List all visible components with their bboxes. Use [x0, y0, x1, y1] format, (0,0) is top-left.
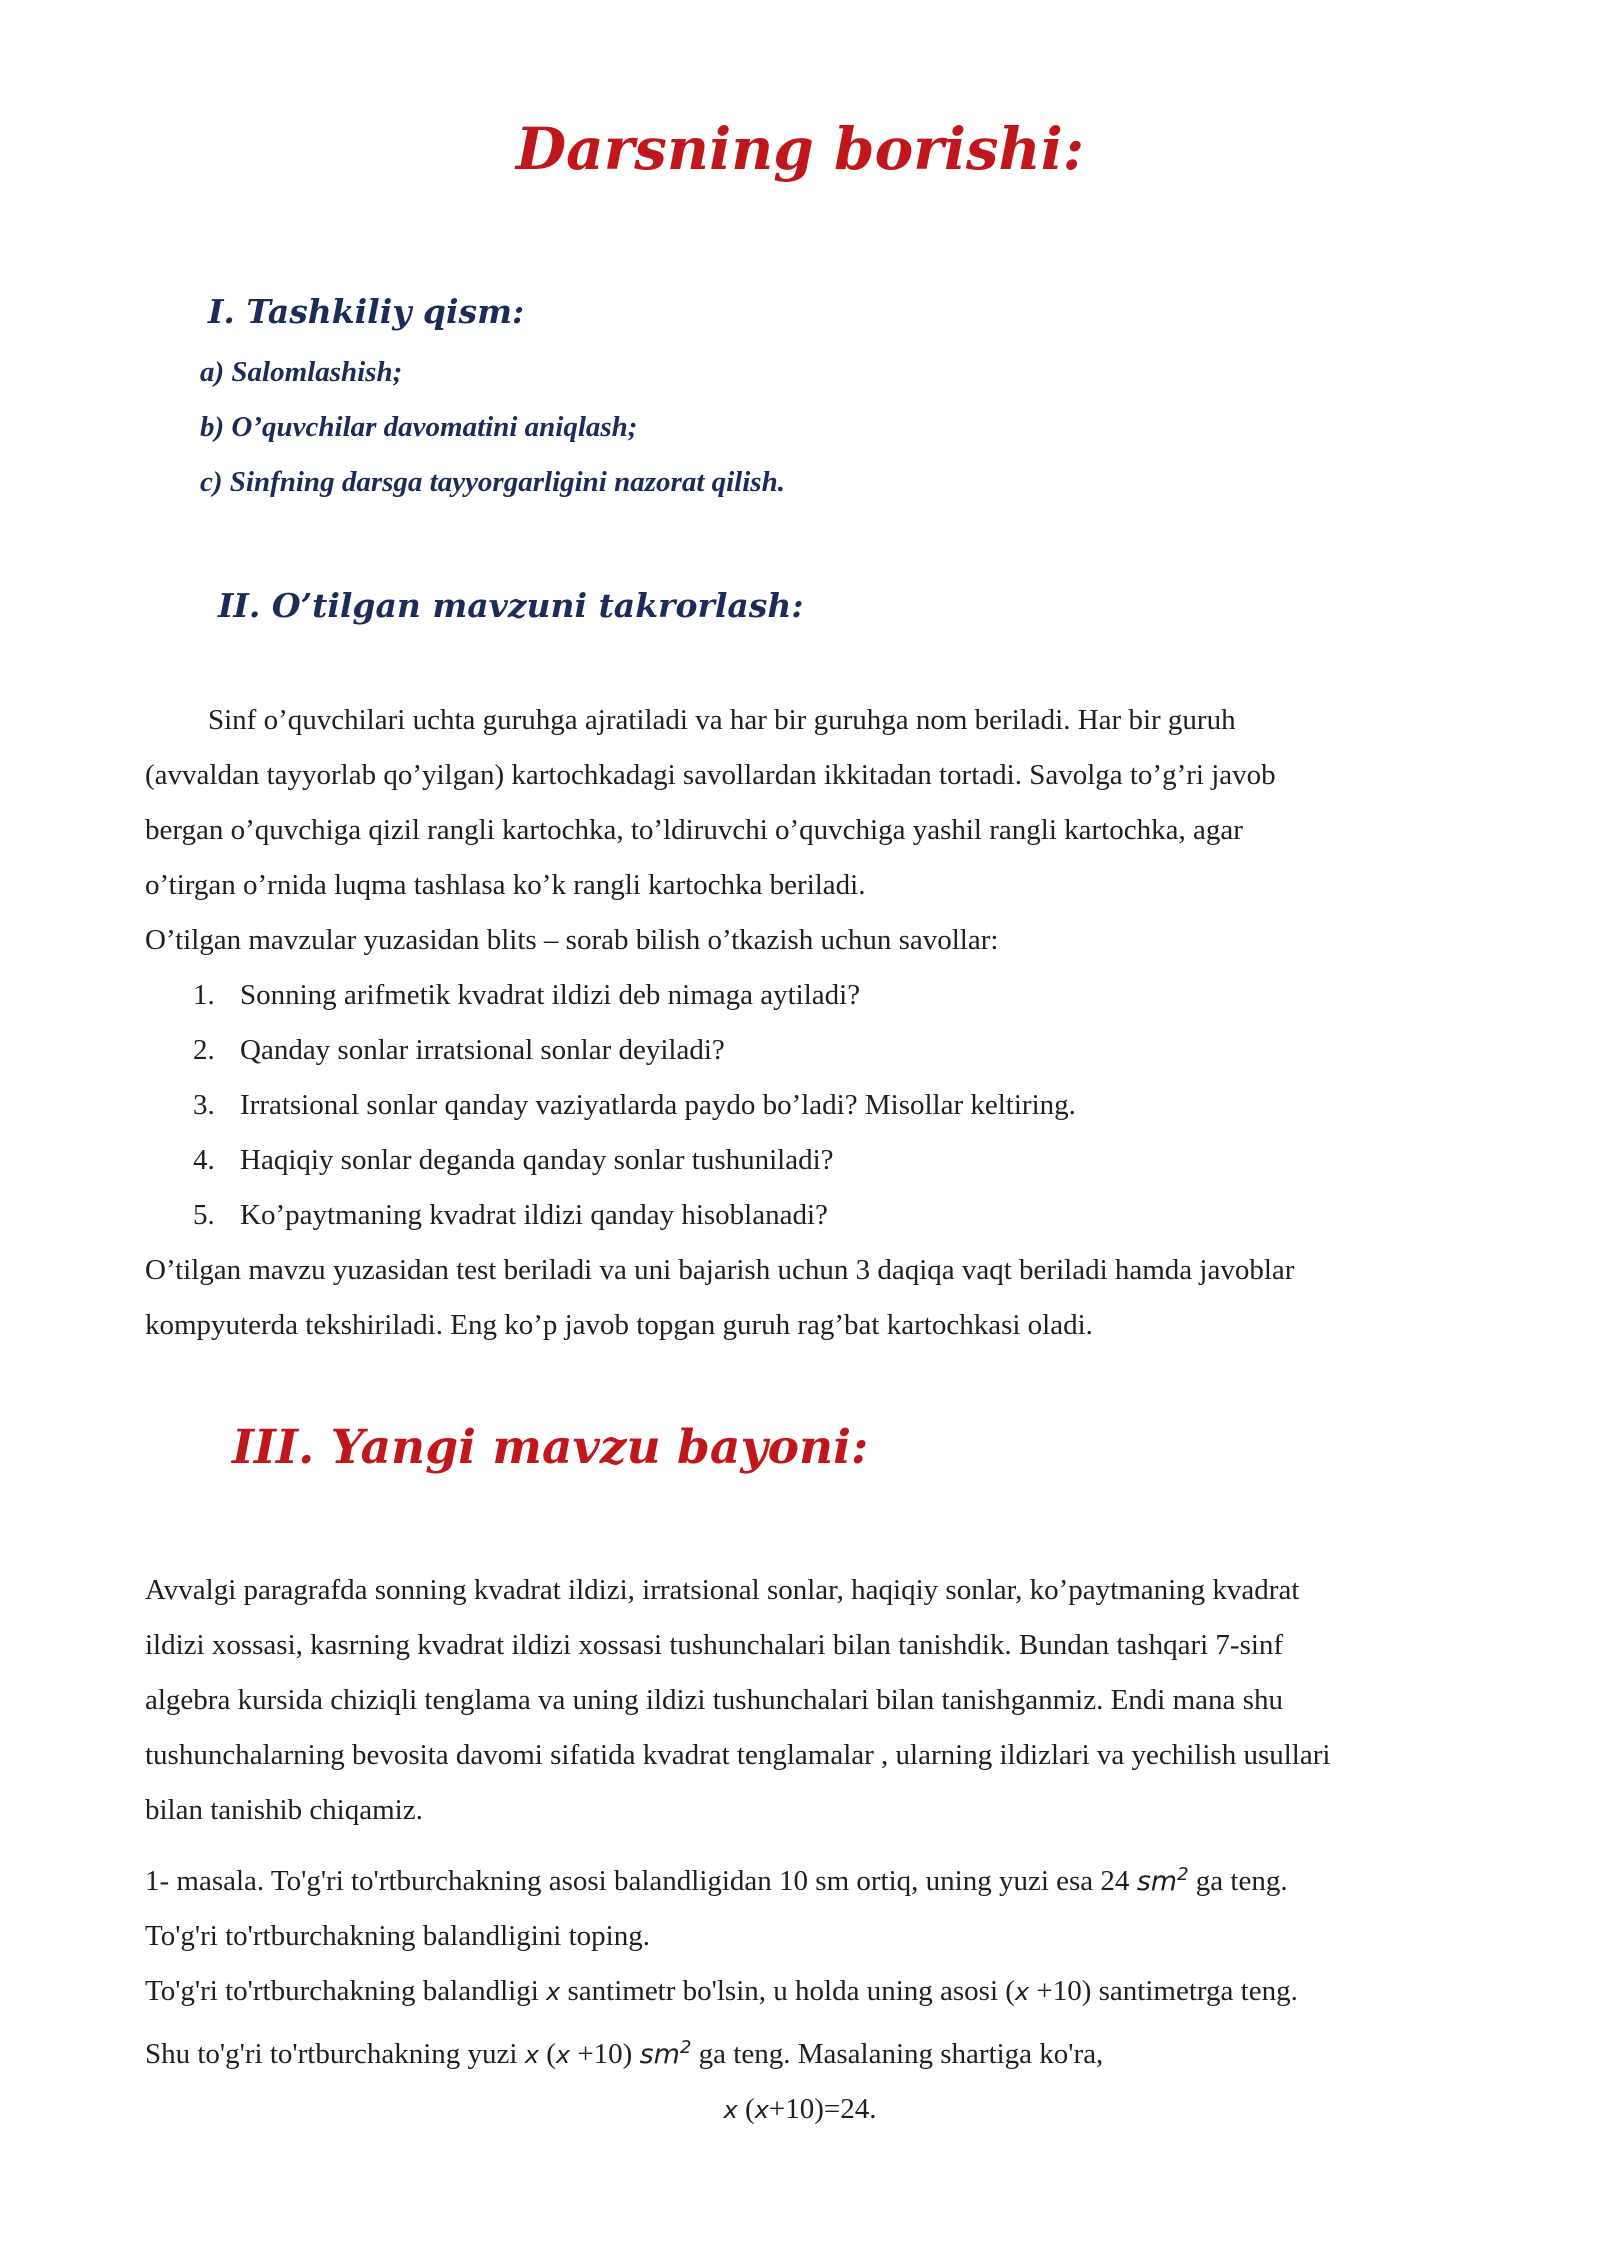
unit-sm-squared	[640, 2039, 692, 2070]
question-number: 4.	[193, 1144, 215, 1176]
question-text: Haqiqiy sonlar deganda qanday sonlar tushuniladi?	[240, 1144, 834, 1176]
page-title: Darsning borishi:	[515, 115, 1085, 183]
section-1-item: c) Sinfning darsga tayyorgarligini nazorat qilish.	[200, 466, 785, 498]
paragraph-line: bergan o’quvchiga qizil rangli kartochka, to’ldiruvchi o’quvchiga yashil rangli kartochka, agar	[145, 814, 1243, 846]
question-list	[145, 968, 1465, 1243]
variable-x: x	[546, 1978, 561, 2006]
problem-text: ga teng.	[1195, 1865, 1288, 1897]
problem-line-2: To'g'ri to'rtburchakning balandligini toping.	[145, 1920, 650, 1952]
paragraph-line: algebra kursida chiziqli tenglama va uning ildizi tushunchalari bilan tanishganmiz. Endi mana shu	[145, 1684, 1283, 1716]
paragraph-line: Avvalgi paragrafda sonning kvadrat ildizi, irratsional sonlar, haqiqiy sonlar, ko’paytmaning kvadrat	[145, 1574, 1300, 1606]
section-3-intro	[145, 1563, 1465, 1838]
section-2-paragraph	[145, 693, 1465, 913]
unit: sm	[639, 2039, 680, 2070]
problem-text: 1- masala. To'g'ri to'rtburchakning asosi balandligidan 10 sm ortiq, uning yuzi esa 24	[145, 1865, 1130, 1897]
question-text: Qanday sonlar irratsional sonlar deyiladi?	[240, 1034, 725, 1066]
question-text: Ko’paytmaning kvadrat ildizi qanday hisoblanadi?	[240, 1199, 828, 1231]
paragraph-line: Sinf o’quvchilari uchta guruhga ajratiladi va har bir guruhga nom beriladi. Har bir guruh	[208, 704, 1236, 736]
question-number: 1.	[193, 979, 215, 1011]
equation-text: +10)=24.	[768, 2093, 877, 2125]
section-1-heading: I. Tashkiliy qism:	[208, 292, 525, 331]
problem-text: Shu to'g'ri to'rtburchakning yuzi	[145, 2038, 518, 2070]
question-number: 5.	[193, 1199, 215, 1231]
section-1-item: b) O’quvchilar davomatini aniqlash;	[200, 411, 638, 443]
paragraph-line: tushunchalarning bevosita davomi sifatida kvadrat tenglamalar , ularning ildizlari va yechilish usullari	[145, 1739, 1331, 1771]
question-number: 3.	[193, 1089, 215, 1121]
variable-x: x	[1014, 1978, 1030, 2006]
list-item	[145, 1188, 1465, 1243]
problem-line-4	[145, 2020, 1465, 2083]
paragraph-line: ildizi xossasi, kasrning kvadrat ildizi xossasi tushunchalari bilan tanishdik. Bundan tashqari 7-sinf	[145, 1629, 1284, 1661]
section-2-heading: II. O’tilgan mavzuni takrorlash:	[218, 586, 804, 625]
unit: sm	[1136, 1866, 1178, 1897]
list-item	[145, 968, 1465, 1023]
section-3-heading: III. Yangi mavzu bayoni:	[232, 1420, 869, 1475]
test-paragraph	[145, 1243, 1465, 1353]
problem-text: +10) santimetrga teng.	[1036, 1975, 1298, 2007]
variable-x: x	[723, 2096, 738, 2124]
paragraph-line: kompyuterda tekshiriladi. Eng ko’p javob topgan guruh rag’bat kartochkasi oladi.	[145, 1309, 1093, 1341]
list-item	[145, 1078, 1465, 1133]
paragraph-line: O’tilgan mavzu yuzasidan test beriladi va uni bajarish uchun 3 daqiqa vaqt beriladi hamda javoblar	[145, 1254, 1295, 1286]
paragraph-line: (avvaldan tayyorlab qo’yilgan) kartochkadagi savollardan ikkitadan tortadi. Savolga to’g’ri javob	[145, 759, 1276, 791]
question-number: 2.	[193, 1034, 215, 1066]
blitz-intro: O’tilgan mavzular yuzasidan blits – sorab bilish o’tkazish uchun savollar:	[145, 924, 999, 956]
problem-text: santimetr bo'lsin, u holda uning asosi (	[567, 1975, 1015, 2007]
equation	[0, 2082, 1600, 2138]
variable-x: x	[524, 2041, 539, 2069]
problem-text: To'g'ri to'rtburchakning balandligi	[145, 1975, 539, 2007]
list-item	[145, 1133, 1465, 1188]
paragraph-line: o’tirgan o’rnida luqma tashlasa ko’k rangli kartochka beriladi.	[145, 869, 866, 901]
problem-line-1	[145, 1847, 1465, 1909]
question-text: Irratsional sonlar qanday vaziyatlarda paydo bo’ladi? Misollar keltiring.	[240, 1089, 1076, 1121]
problem-text: ga teng. Masalaning shartiga ko'ra,	[698, 2038, 1104, 2070]
problem-text: (	[546, 2038, 556, 2070]
problem-text: +10)	[577, 2038, 633, 2070]
question-text: Sonning arifmetik kvadrat ildizi deb nimaga aytiladi?	[240, 979, 861, 1011]
variable-x: x	[754, 2096, 769, 2124]
variable-x: x	[555, 2041, 571, 2069]
unit-sm-squared	[1137, 1866, 1189, 1897]
equation-text: (	[744, 2093, 755, 2125]
problem-line-3	[145, 1964, 1465, 2020]
unit-exponent: 2	[679, 2037, 692, 2058]
paragraph-line: bilan tanishib chiqamiz.	[145, 1794, 423, 1826]
unit-exponent: 2	[1177, 1864, 1189, 1885]
section-1-item: a) Salomlashish;	[200, 356, 403, 388]
list-item	[145, 1023, 1465, 1078]
problem-block	[145, 1847, 1465, 2083]
